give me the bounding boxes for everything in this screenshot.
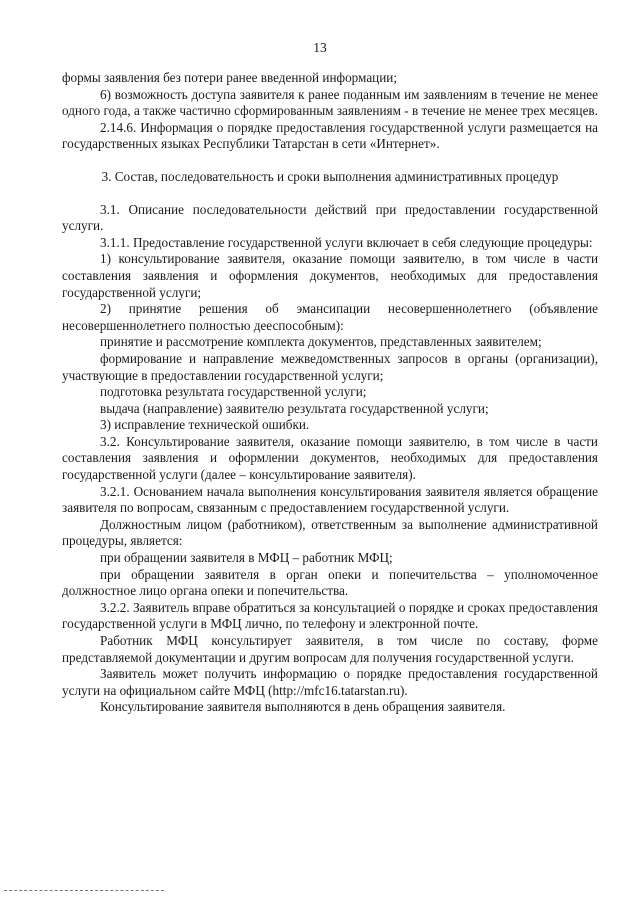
document-body (62, 70, 598, 716)
paragraph: 2.14.6. Информация о порядке предоставления государственной услуги размещается на государственных языках Республики Татарстан в сети «Интернет». (62, 119, 598, 152)
paragraph: 3.1. Описание последовательности действий при предоставлении государственной услуги. (62, 201, 598, 234)
list-item: 2) принятие решения об эмансипации несовершеннолетнего (объявление несовершеннолетнего полностью дееспособным): (62, 301, 598, 333)
list-item: 1) консультирование заявителя, оказание помощи заявителю, в том числе в части составления заявления и оформления документов, необходимых для предоставления государственной услуги; (62, 251, 598, 300)
section-heading: 3. Состав, последовательность и сроки выполнения административных процедур (101, 168, 559, 184)
paragraph: Должностным лицом (работником), ответственным за выполнение административной процедуры, является: (62, 516, 598, 549)
list-item: 3) исправление технической ошибки. (100, 417, 310, 433)
paragraph: 3.2.1. Основанием начала выполнения консультирования заявителя является обращение заявителя по вопросам, связанным с предоставлением государственной услуги. (62, 483, 598, 516)
paragraph: 3.2. Консультирование заявителя, оказание помощи заявителю, в том числе в части составления заявления и оформлении документов, необходимых для предоставления государственной услуги (далее – консультирование заявителя). (62, 433, 598, 483)
paragraph: 3.2.2. Заявитель вправе обратиться за консультацией о порядке и сроках предоставления государственной услуги в МФЦ лично, по телефону и электронной почте. (62, 599, 598, 632)
paragraph: Заявитель может получить информацию о порядке предоставления государственной услуги на официальном сайте МФЦ (http://mfc16.tatarstan.ru). (62, 666, 598, 698)
paragraph: формы заявления без потери ранее введенной информации; (62, 70, 398, 85)
page-number: 13 (313, 40, 327, 55)
footer-rule (4, 890, 164, 891)
list-item: при обращении заявителя в МФЦ – работник МФЦ; (100, 550, 393, 566)
paragraph: 3.1.1. Предоставление государственной услуги включает в себя следующие процедуры: (100, 234, 593, 250)
list-item: при обращении заявителя в орган опеки и попечительства – уполномоченное должностное лицо органа опеки и попечительства. (62, 566, 598, 599)
list-item: выдача (направление) заявителю результата государственной услуги; (100, 400, 489, 416)
list-item: подготовка результата государственной услуги; (100, 384, 367, 400)
paragraph: 6) возможность доступа заявителя к ранее поданным им заявлениям в течение не менее одного года, а также частично сформированным заявлениям - в течение не менее трех месяцев. (62, 86, 598, 119)
paragraph: Консультирование заявителя выполняются в день обращения заявителя. (100, 699, 506, 715)
paragraph: Работник МФЦ консультирует заявителя, в том числе по составу, форме представляемой документации и другим вопросам для получения государственной услуги. (62, 633, 598, 665)
list-item: формирование и направление межведомственных запросов в органы (организации), участвующие в предоставлении государственной услуги; (62, 350, 598, 383)
list-item: принятие и рассмотрение комплекта документов, представленных заявителем; (100, 334, 542, 350)
